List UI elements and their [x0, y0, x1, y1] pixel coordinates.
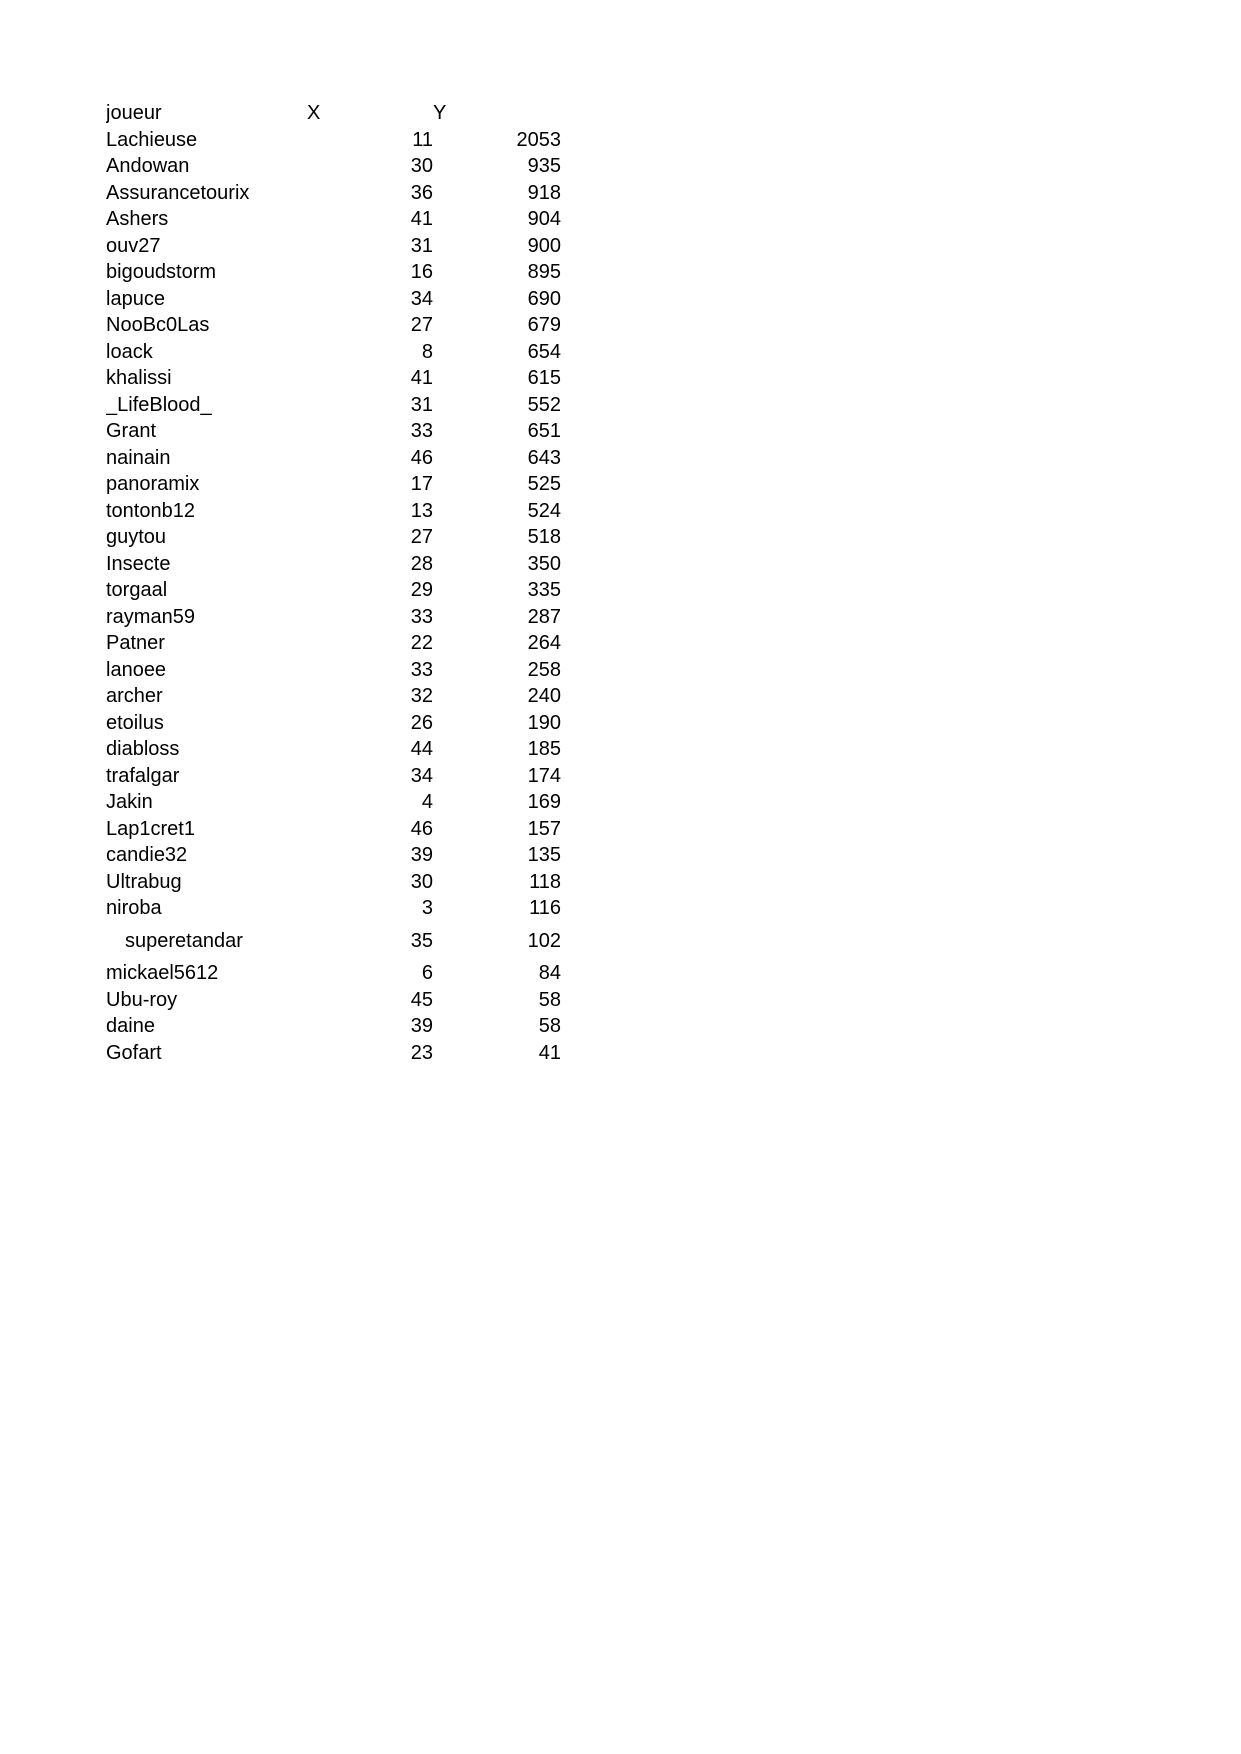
player-name-cell: daine: [106, 1015, 155, 1038]
player-name-cell: lapuce: [106, 287, 165, 310]
table-row: [106, 683, 561, 710]
x-value-cell: 30: [410, 155, 433, 178]
table-row: [106, 657, 561, 684]
x-value-cell: 31: [410, 234, 433, 257]
x-value-cell: 32: [410, 685, 433, 708]
x-value-cell: 39: [410, 1015, 433, 1038]
x-value-cell: 3: [421, 897, 433, 920]
x-value-cell: 33: [410, 605, 433, 628]
y-value-cell: 935: [527, 155, 561, 178]
y-value-cell: 335: [527, 579, 561, 602]
table-row: [106, 286, 561, 313]
player-name-cell: Grant: [106, 420, 157, 443]
y-value-cell: 2053: [516, 128, 561, 151]
x-value-cell: 35: [410, 929, 433, 952]
player-name-cell: etoilus: [106, 711, 164, 734]
table-row: [106, 1040, 561, 1067]
table-row: [106, 710, 561, 737]
table-row: [106, 551, 561, 578]
player-name-cell: Ubu-roy: [106, 988, 178, 1011]
player-name-cell: diabloss: [106, 738, 180, 761]
x-value-cell: 22: [410, 632, 433, 655]
y-value-cell: 58: [538, 988, 561, 1011]
y-value-cell: 264: [527, 632, 561, 655]
player-name-cell: Jakin: [106, 791, 153, 814]
player-name-cell: Gofart: [106, 1041, 162, 1064]
table-row: [106, 445, 561, 472]
x-value-cell: 44: [410, 738, 433, 761]
y-value-cell: 84: [538, 962, 561, 985]
x-value-cell: 17: [410, 473, 433, 496]
header-player: joueur: [106, 102, 162, 125]
y-value-cell: 918: [527, 181, 561, 204]
y-value-cell: 174: [527, 764, 561, 787]
y-value-cell: 135: [527, 844, 561, 867]
table-row: [106, 392, 561, 419]
player-name-cell: candie32: [106, 844, 188, 867]
player-name-cell: Lap1cret1: [106, 817, 195, 840]
x-value-cell: 4: [421, 791, 433, 814]
player-name-cell: rayman59: [106, 605, 195, 628]
table-row: [106, 763, 561, 790]
y-value-cell: 690: [527, 287, 561, 310]
x-value-cell: 36: [410, 181, 433, 204]
table-row: [106, 153, 561, 180]
player-name-cell: Andowan: [106, 155, 190, 178]
player-name-cell: mickael5612: [106, 962, 219, 985]
player-name-cell: panoramix: [106, 473, 200, 496]
player-table-body: [106, 127, 561, 1067]
table-row: [106, 524, 561, 551]
y-value-cell: 525: [527, 473, 561, 496]
x-value-cell: 8: [421, 340, 433, 363]
y-value-cell: 524: [527, 499, 561, 522]
player-name-cell: Patner: [106, 632, 165, 655]
y-value-cell: 190: [527, 711, 561, 734]
table-row: [106, 577, 561, 604]
player-name-cell: trafalgar: [106, 764, 180, 787]
player-name-cell: Insecte: [106, 552, 171, 575]
x-value-cell: 34: [410, 287, 433, 310]
x-value-cell: 30: [410, 870, 433, 893]
player-name-cell: Lachieuse: [106, 128, 198, 151]
y-value-cell: 904: [527, 208, 561, 231]
table-row: [106, 960, 561, 987]
y-value-cell: 679: [527, 314, 561, 337]
player-name-cell: Ashers: [106, 208, 169, 231]
y-value-cell: 518: [527, 526, 561, 549]
y-value-cell: 41: [538, 1041, 561, 1064]
x-value-cell: 34: [410, 764, 433, 787]
y-value-cell: 185: [527, 738, 561, 761]
x-value-cell: 13: [410, 499, 433, 522]
player-name-cell: _LifeBlood_: [106, 393, 212, 416]
table-row: [106, 842, 561, 869]
table-row: [106, 630, 561, 657]
y-value-cell: 643: [527, 446, 561, 469]
x-value-cell: 27: [410, 526, 433, 549]
table-row: [106, 816, 561, 843]
x-value-cell: 29: [410, 579, 433, 602]
x-value-cell: 41: [410, 367, 433, 390]
x-value-cell: 33: [410, 658, 433, 681]
table-row: [106, 498, 561, 525]
table-row: [106, 987, 561, 1014]
player-name-cell: superetandar: [125, 929, 243, 952]
table-row: [106, 471, 561, 498]
table-row: [106, 180, 561, 207]
table-row: [106, 869, 561, 896]
player-name-cell: guytou: [106, 526, 167, 549]
table-row: [106, 233, 561, 260]
x-value-cell: 45: [410, 988, 433, 1011]
player-name-cell: Ultrabug: [106, 870, 182, 893]
x-value-cell: 33: [410, 420, 433, 443]
x-value-cell: 46: [410, 446, 433, 469]
player-name-cell: nainain: [106, 446, 171, 469]
table-row: [106, 127, 561, 154]
x-value-cell: 26: [410, 711, 433, 734]
player-name-cell: bigoudstorm: [106, 261, 217, 284]
y-value-cell: 58: [538, 1015, 561, 1038]
y-value-cell: 552: [527, 393, 561, 416]
player-name-cell: lanoee: [106, 658, 167, 681]
table-header-row: [106, 100, 561, 127]
table-row: [106, 1013, 561, 1040]
x-value-cell: 41: [410, 208, 433, 231]
y-value-cell: 240: [527, 685, 561, 708]
player-name-cell: Assurancetourix: [106, 181, 250, 204]
y-value-cell: 157: [527, 817, 561, 840]
player-name-cell: archer: [106, 685, 163, 708]
player-data-table: [106, 100, 561, 1066]
x-value-cell: 31: [410, 393, 433, 416]
player-name-cell: tontonb12: [106, 499, 195, 522]
x-value-cell: 11: [412, 128, 433, 151]
y-value-cell: 651: [527, 420, 561, 443]
player-name-cell: torgaal: [106, 579, 168, 602]
table-row: [106, 259, 561, 286]
table-row: [106, 604, 561, 631]
table-row: [106, 736, 561, 763]
x-value-cell: 23: [410, 1041, 433, 1064]
table-row: [106, 206, 561, 233]
y-value-cell: 350: [527, 552, 561, 575]
x-value-cell: 46: [410, 817, 433, 840]
y-value-cell: 258: [527, 658, 561, 681]
table-row: [106, 895, 561, 922]
y-value-cell: 116: [529, 897, 561, 920]
table-row: [106, 789, 561, 816]
player-name-cell: NooBc0Las: [106, 314, 210, 337]
y-value-cell: 287: [527, 605, 561, 628]
header-y: Y: [433, 102, 447, 125]
y-value-cell: 169: [527, 791, 561, 814]
x-value-cell: 16: [410, 261, 433, 284]
x-value-cell: 27: [410, 314, 433, 337]
player-name-cell: niroba: [106, 897, 162, 920]
x-value-cell: 28: [410, 552, 433, 575]
header-x: X: [307, 102, 321, 125]
x-value-cell: 39: [410, 844, 433, 867]
y-value-cell: 615: [527, 367, 561, 390]
y-value-cell: 102: [527, 929, 561, 952]
y-value-cell: 895: [527, 261, 561, 284]
table-row: [106, 922, 561, 961]
table-row: [106, 418, 561, 445]
table-row: [106, 339, 561, 366]
y-value-cell: 118: [529, 870, 561, 893]
player-name-cell: khalissi: [106, 367, 172, 390]
table-row: [106, 365, 561, 392]
table-row: [106, 312, 561, 339]
player-name-cell: loack: [106, 340, 153, 363]
y-value-cell: 900: [527, 234, 561, 257]
y-value-cell: 654: [527, 340, 561, 363]
player-name-cell: ouv27: [106, 234, 161, 257]
x-value-cell: 6: [421, 962, 433, 985]
